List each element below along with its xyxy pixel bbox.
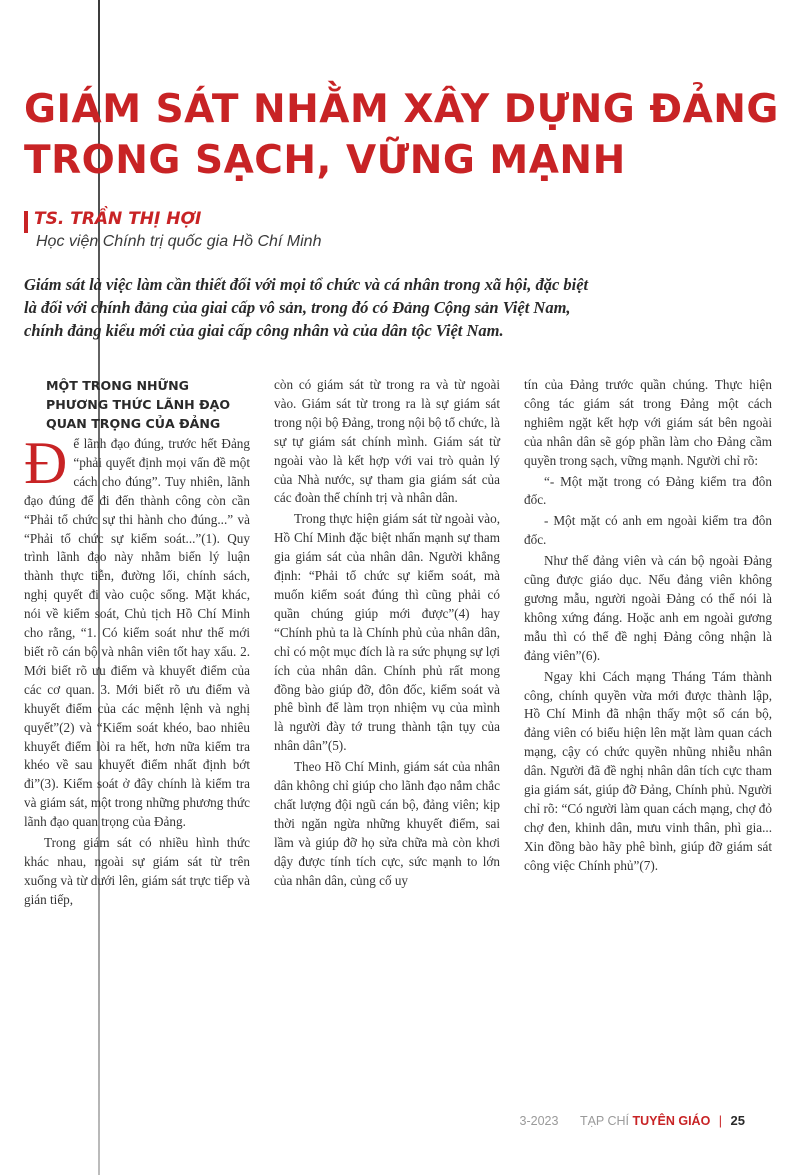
paragraph-text: ể lãnh đạo đúng, trước hết Đảng “phải quyết định mọi vấn đề một cách cho đúng”. Tuy nhiên, lãnh đạo đúng để đi đến thành công còn cần “Phải tổ chức sự thi hành cho đúng...” và “Phải tổ chức sự kiểm soát...”(1). Quy trình lãnh đạo này nhằm biến lý luận thành thực tiễn, đường lối, chính sách, nghị quyết đi vào cuộc sống. Mặt khác, nói về kiểm soát, Chủ tịch Hồ Chí Minh cho rằng, “1. Có kiểm soát như thế mới biết rõ cán bộ và nhân viên tốt hay xấu. 2. Mới biết rõ ưu điểm và khuyết điểm của các cơ quan. 3. Mới biết rõ ưu điểm và khuyết điểm của các mệnh lệnh và nghị quyết”(2) và “Kiểm soát khéo, bao nhiêu khuyết điểm lòi ra hết, hơn nữa kiểm tra khéo về sau khuyết điểm nhất định bớt đi”(3). Kiểm soát ở đây chính là kiểm tra và giám sát, một trong những phương thức lãnh đạo quan trọng của Đảng.: [24, 436, 250, 830]
magazine-prefix: TẠP CHÍ: [579, 1114, 630, 1128]
section-heading: [46, 376, 250, 433]
paragraph: Như thế đảng viên và cán bộ ngoài Đảng cũng được giáo dục. Nếu đảng viên không gương mẫu, người ngoài Đảng có thể nói là không xứng đáng. Hoặc anh em ngoài gương mẫu thì có thể đề nghị Đảng công nhận là đảng viên”(6).: [524, 553, 772, 663]
page-number: 25: [730, 1113, 745, 1128]
issue-number: 3-2023: [519, 1114, 559, 1128]
paragraph: Theo Hồ Chí Minh, giám sát của nhân dân không chỉ giúp cho lãnh đạo nắm chắc chất lượng đội ngũ cán bộ, đảng viên; kịp thời ngăn ngừa những khuyết điểm, sai lầm và giúp đỡ họ sửa chữa mà còn khơi dậy được tính tích cực, sức mạnh to lớn của nhân dân, củng cố uy: [274, 759, 500, 888]
section-heading-line-2: PHƯƠNG THỨC LÃNH ĐẠO: [46, 397, 231, 412]
article-title: [24, 84, 779, 186]
lead-line-3: chính đảng kiểu mới của giai cấp công nhân và của dân tộc Việt Nam.: [24, 321, 504, 340]
text-column-1: [24, 376, 250, 912]
paragraph: còn có giám sát từ trong ra và từ ngoài vào. Giám sát từ trong ra là sự giám sát trong nội bộ Đảng, trong nội bộ tổ chức, là sự tự giám sát chính mình. Giám sát từ ngoài vào là kết hợp với vai trò quản lý của Nhà nước, sự tham gia giám sát của các đoàn thể chính trị và nhân dân.: [274, 377, 500, 506]
paragraph: Trong thực hiện giám sát từ ngoài vào, Hồ Chí Minh đặc biệt nhấn mạnh sự tham gia giám sát của nhân dân. Người khẳng định: “Phải tổ chức sự kiểm soát, mà muốn kiểm soát đúng thì cũng phải có quần chúng giúp mới được”(4) hay “Chính phủ ta là Chính phủ của nhân dân, chỉ có một mục đích là ra sức phụng sự lợi ích của nhân dân. Chính phủ rất mong đồng bào giúp đỡ, đôn đốc, kiểm soát và phê bình để làm trọn nhiệm vụ của mình là người đày tớ trung thành tận tụy của nhân dân”(5).: [274, 511, 500, 754]
title-line-1: GIÁM SÁT NHẰM XÂY DỰNG ĐẢNG: [24, 87, 779, 132]
lead-line-2: là đối với chính đảng của giai cấp vô sản, trong đó có Đảng Cộng sản Việt Nam,: [24, 298, 571, 317]
paragraph: Ngay khi Cách mạng Tháng Tám thành công, chính quyền vừa mới được thành lập, Hồ Chí Minh đã nhận thấy một số cán bộ, đảng viên có biểu hiện lên mặt làm quan cách mạng, cậy có chức quyền nhũng nhiễu nhân dân. Người đã đề nghị nhân dân tích cực tham gia giám sát, giúp đỡ Đảng, Chính phủ. Người chỉ rõ: “Có người làm quan cách mạng, chợ đỏ chợ đen, khinh dân, mưu vinh thân, phì gia... Xin đồng bào hãy phê bình, giúp đỡ giám sát công việc Chính phủ”(7).: [524, 668, 772, 873]
section-heading-line-3: QUAN TRỌNG CỦA ĐẢNG: [46, 416, 221, 431]
paragraph: tín của Đảng trước quần chúng. Thực hiện công tác giám sát trong Đảng một cách nghiêm ngặt kết hợp với giám sát bên ngoài của nhân dân sẽ góp phần làm cho Đảng cầm quyền trong sạch, vững mạnh. Người chỉ rõ:: [524, 377, 772, 468]
text-column-3: [524, 376, 772, 878]
paragraph: “- Một mặt trong có Đảng kiểm tra đôn đốc.: [524, 473, 772, 508]
author-affiliation: Học viện Chính trị quốc gia Hồ Chí Minh: [36, 233, 322, 250]
section-heading-line-1: MỘT TRONG NHỮNG: [46, 378, 189, 393]
page-footer: [520, 1113, 745, 1128]
paragraph: Trong giám sát có nhiều hình thức khác nhau, ngoài sự giám sát từ trên xuống và từ dưới lên, giám sát trực tiếp và gián tiếp,: [24, 835, 250, 907]
author-accent-bar: [24, 211, 28, 233]
lead-line-1: Giám sát là việc làm cần thiết đối với mọi tổ chức và cá nhân trong xã hội, đặc biệt: [24, 275, 589, 294]
paragraph: [24, 430, 250, 832]
article-lead: [24, 273, 724, 342]
paragraph: - Một mặt có anh em ngoài kiểm tra đôn đốc.: [524, 513, 772, 548]
text-column-2: [274, 376, 500, 892]
drop-cap: Đ: [24, 430, 68, 496]
magazine-name: TUYÊN GIÁO: [632, 1114, 711, 1128]
footer-separator: |: [718, 1114, 723, 1128]
author-name: TS. TRẦN THỊ HỢI: [34, 209, 202, 229]
title-line-2: TRONG SẠCH, VỮNG MẠNH: [24, 138, 626, 183]
